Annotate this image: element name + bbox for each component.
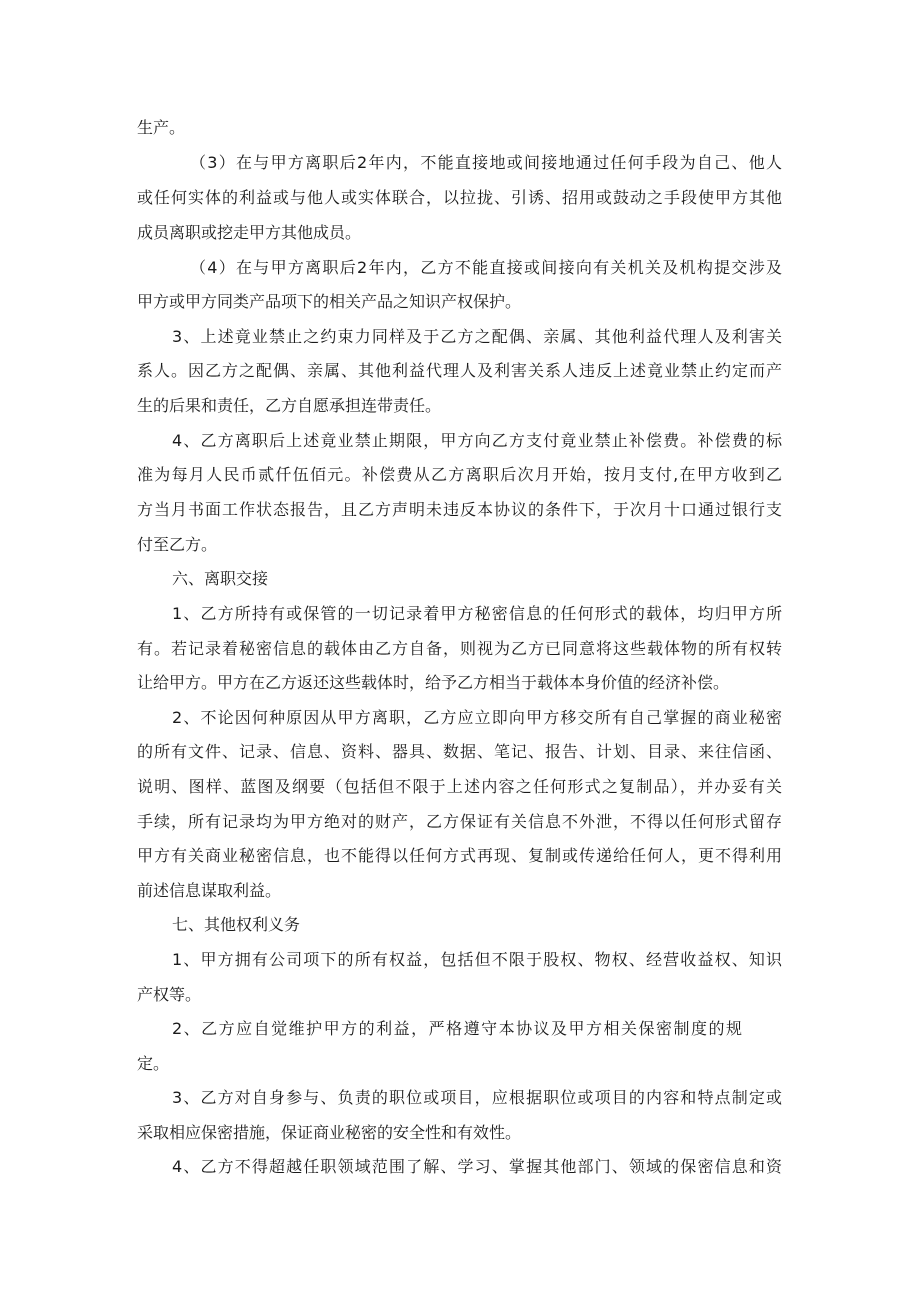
text-line: 让给甲方。甲方在乙方返还这些载体时，给予乙方相当于载体本身价值的经济补偿。 (137, 673, 730, 692)
text-line: 前述信息谋取利益。 (137, 881, 282, 900)
text-line: （4）在与甲方离职后2年内，乙方不能直接或间接向有关机关及机构提交涉及 (190, 258, 782, 277)
text-line: 生的后果和责任，乙方自愿承担连带责任。 (137, 396, 442, 415)
text-line: 4、乙方离职后上述竟业禁止期限，甲方向乙方支付竟业禁止补偿费。补偿费的标 (172, 431, 782, 450)
text-line: 3、上述竟业禁止之约束力同样及于乙方之配偶、亲属、其他利益代理人及利害关 (172, 327, 782, 346)
text-line: 产权等。 (137, 985, 202, 1004)
text-line: 或任何实体的利益或与他人或实体联合，以拉拢、引诱、招用或鼓动之手段使甲方其他 (137, 188, 782, 207)
text-line: （3）在与甲方离职后2年内，不能直接地或间接地通过任何手段为自己、他人 (190, 153, 782, 172)
text-line: 3、乙方对自身参与、负责的职位或项目，应根据职位或项目的内容和特点制定或 (172, 1088, 782, 1107)
text-line: 采取相应保密措施，保证商业秘密的安全性和有效性。 (137, 1123, 522, 1142)
text-line: 甲方或甲方同类产品项下的相关产品之知识产权保护。 (137, 292, 522, 311)
text-line: 系人。因乙方之配偶、亲属、其他利益代理人及利害关系人违反上述竟业禁止约定而产 (137, 361, 782, 380)
text-line: 1、甲方拥有公司项下的所有权益，包括但不限于股权、物权、经营收益权、知识 (172, 950, 782, 969)
section-heading: 七、其他权利义务 (172, 915, 301, 934)
section-heading: 六、离职交接 (172, 569, 269, 588)
text-line: 有。若记录着秘密信息的载体由乙方自备，则视为乙方已同意将这些载体物的所有权转 (137, 639, 782, 658)
text-line: 付至乙方。 (137, 535, 218, 554)
text-line: 生产。 (137, 118, 186, 137)
text-line: 方当月书面工作状态报告，且乙方声明未违反本协议的条件下，于次月十口通过银行支 (137, 500, 782, 519)
text-line: 手续，所有记录均为甲方绝对的财产，乙方保证有关信息不外泄，不得以任何形式留存 (137, 812, 782, 831)
text-line: 成员离职或挖走甲方其他成员。 (137, 223, 362, 242)
text-line: 4、乙方不得超越任职领域范围了解、学习、掌握其他部门、领域的保密信息和资 (172, 1157, 782, 1176)
text-line: 1、乙方所持有或保管的一切记录着甲方秘密信息的任何形式的载体，均归甲方所 (172, 604, 782, 623)
text-line: 2、乙方应自觉维护甲方的利益，严格遵守本协议及甲方相关保密制度的规 (172, 1019, 742, 1038)
text-line: 说明、图样、蓝图及纲要（包括但不限于上述内容之任何形式之复制品），并办妥有关 (137, 777, 782, 796)
text-line: 的所有文件、记录、信息、资料、器具、数据、笔记、报告、计划、目录、来往信函、 (137, 742, 782, 761)
text-line: 2、不论因何种原因从甲方离职，乙方应立即向甲方移交所有自己掌握的商业秘密 (172, 708, 782, 727)
text-line: 准为每月人民币贰仟伍佰元。补偿费从乙方离职后次月开始，按月支付,在甲方收到乙 (137, 465, 782, 484)
text-line: 定。 (137, 1054, 170, 1073)
text-line: 甲方有关商业秘密信息，也不能得以任何方式再现、复制或传递给任何人，更不得利用 (137, 846, 782, 865)
